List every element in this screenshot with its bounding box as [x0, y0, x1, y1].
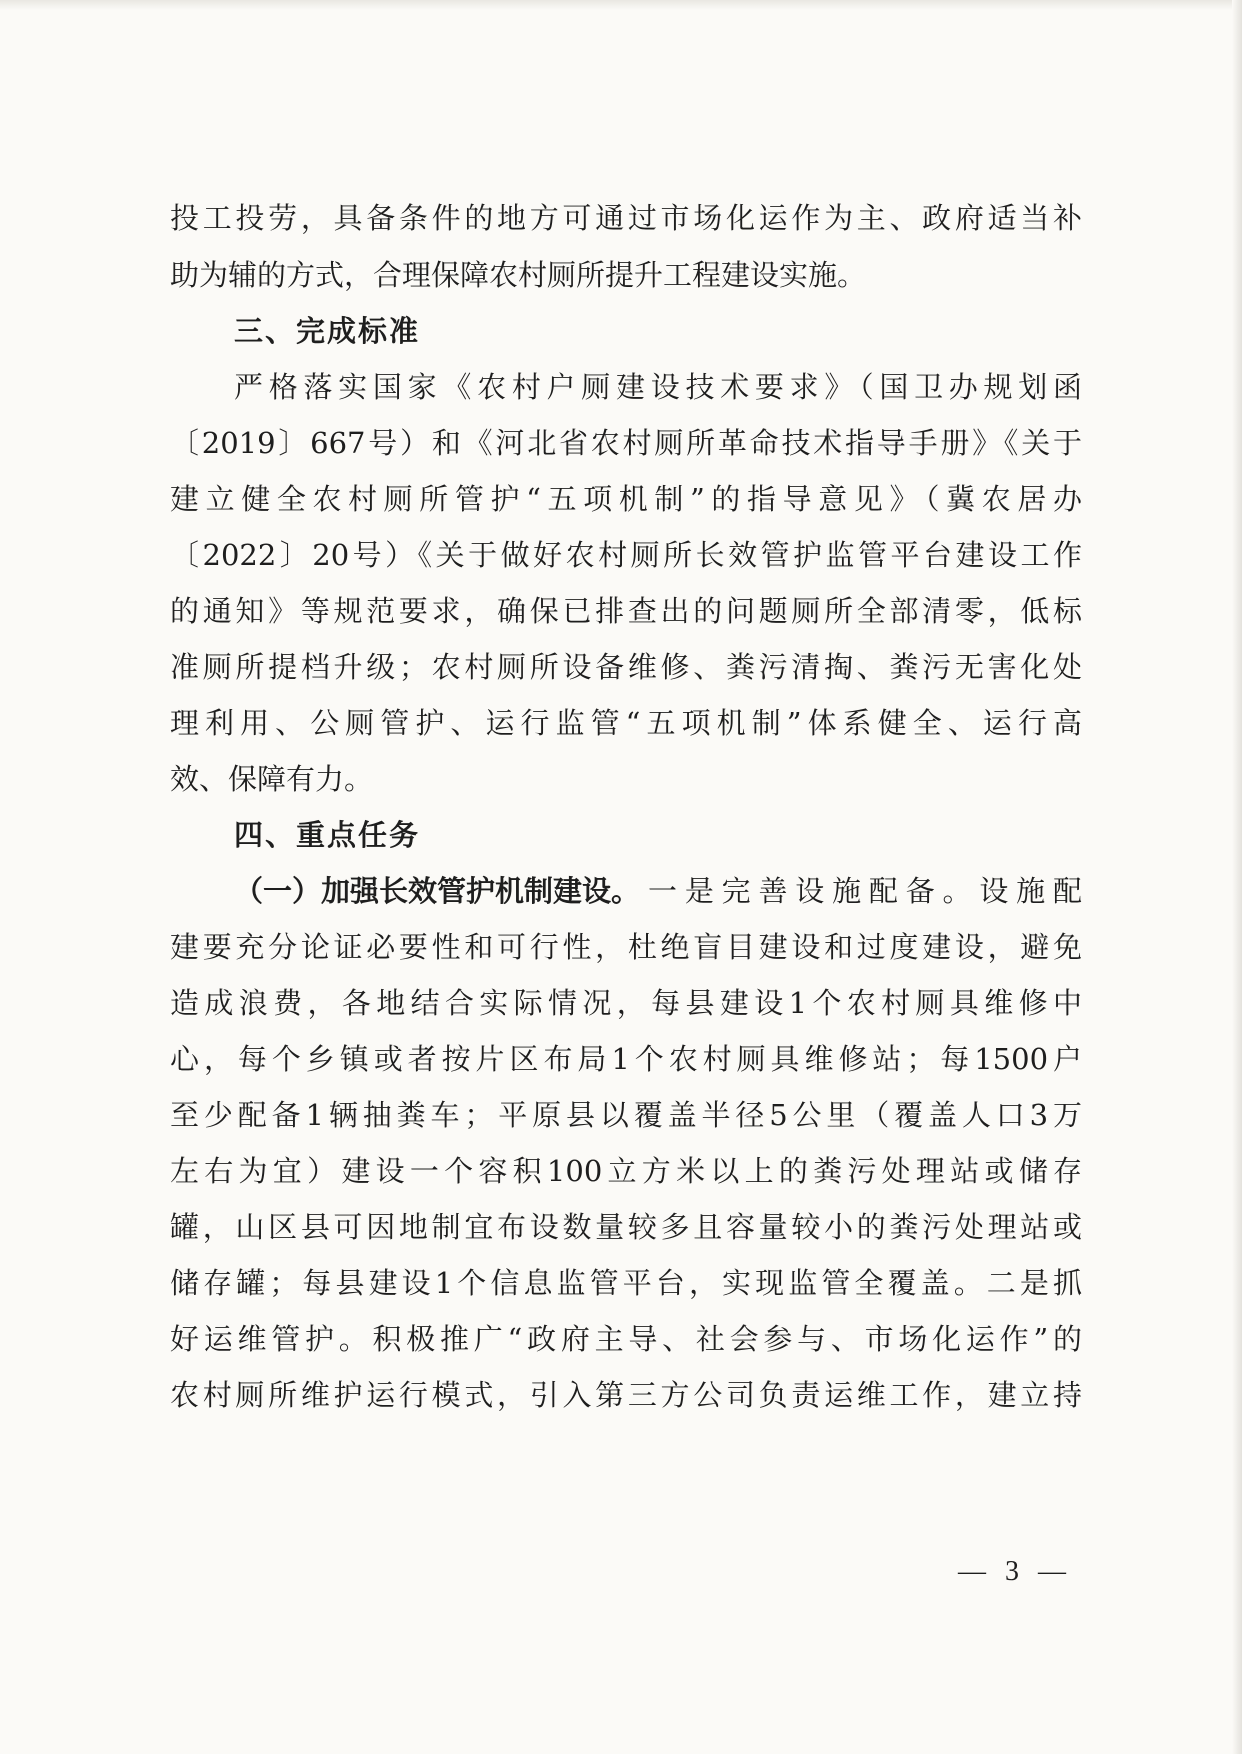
body-line-1: 投工投劳，具备条件的地方可通过市场化运作为主、政府适当补	[170, 201, 1082, 235]
body-line-7: 〔2022〕20号）《关于做好农村厕所长效管护监管平台建设工作	[170, 538, 1082, 572]
body-line-4: 严格落实国家《农村户厕建设技术要求》（国卫办规划函	[234, 370, 1082, 404]
body-line-23: 农村厕所维护运行模式，引入第三方公司负责运维工作，建立持	[170, 1378, 1082, 1412]
body-line-22: 好运维管护。积极推广“政府主导、社会参与、市场化运作”的	[170, 1322, 1082, 1356]
body-line-11: 效、保障有力。	[170, 762, 374, 796]
scan-edge-top	[0, 0, 1242, 10]
body-line-2: 助为辅的方式，合理保障农村厕所提升工程建设实施。	[170, 258, 867, 292]
body-line-21: 储存罐；每县建设1个信息监管平台，实现监管全覆盖。二是抓	[170, 1266, 1082, 1300]
subsection-heading: （一）加强长效管护机制建设。	[234, 874, 641, 908]
subsection-line	[234, 869, 1082, 913]
body-line-17: 心，每个乡镇或者按片区布局1个农村厕具维修站；每1500户	[170, 1042, 1082, 1076]
body-line-8: 的通知》等规范要求，确保已排查出的问题厕所全部清零，低标	[170, 594, 1082, 628]
page-number: — 3 —	[958, 1556, 1072, 1587]
body-line-9: 准厕所提档升级；农村厕所设备维修、粪污清掏、粪污无害化处	[170, 650, 1082, 684]
body-line-19: 左右为宜）建设一个容积100立方米以上的粪污处理站或储存	[170, 1154, 1082, 1188]
body-line-15: 建要充分论证必要性和可行性，杜绝盲目建设和过度建设，避免	[170, 930, 1082, 964]
section-heading-4: 四、重点任务	[234, 818, 421, 852]
body-line-20: 罐，山区县可因地制宜布设数量较多且容量较小的粪污处理站或	[170, 1210, 1082, 1244]
body-line-5: 〔2019〕667号）和《河北省农村厕所革命技术指导手册》《关于	[170, 426, 1082, 460]
scan-edge-right	[1232, 0, 1242, 1754]
body-line-6: 建立健全农村厕所管护“五项机制”的指导意见》（冀农居办	[170, 482, 1082, 516]
subsection-first-text: 一是完善设施配备。设施配	[648, 874, 1082, 908]
section-heading-3: 三、完成标准	[234, 314, 421, 348]
body-line-10: 理利用、公厕管护、运行监管“五项机制”体系健全、运行高	[170, 706, 1082, 740]
body-line-18: 至少配备1辆抽粪车；平原县以覆盖半径5公里（覆盖人口3万	[170, 1098, 1082, 1132]
body-line-16: 造成浪费，各地结合实际情况，每县建设1个农村厕具维修中	[170, 986, 1082, 1020]
